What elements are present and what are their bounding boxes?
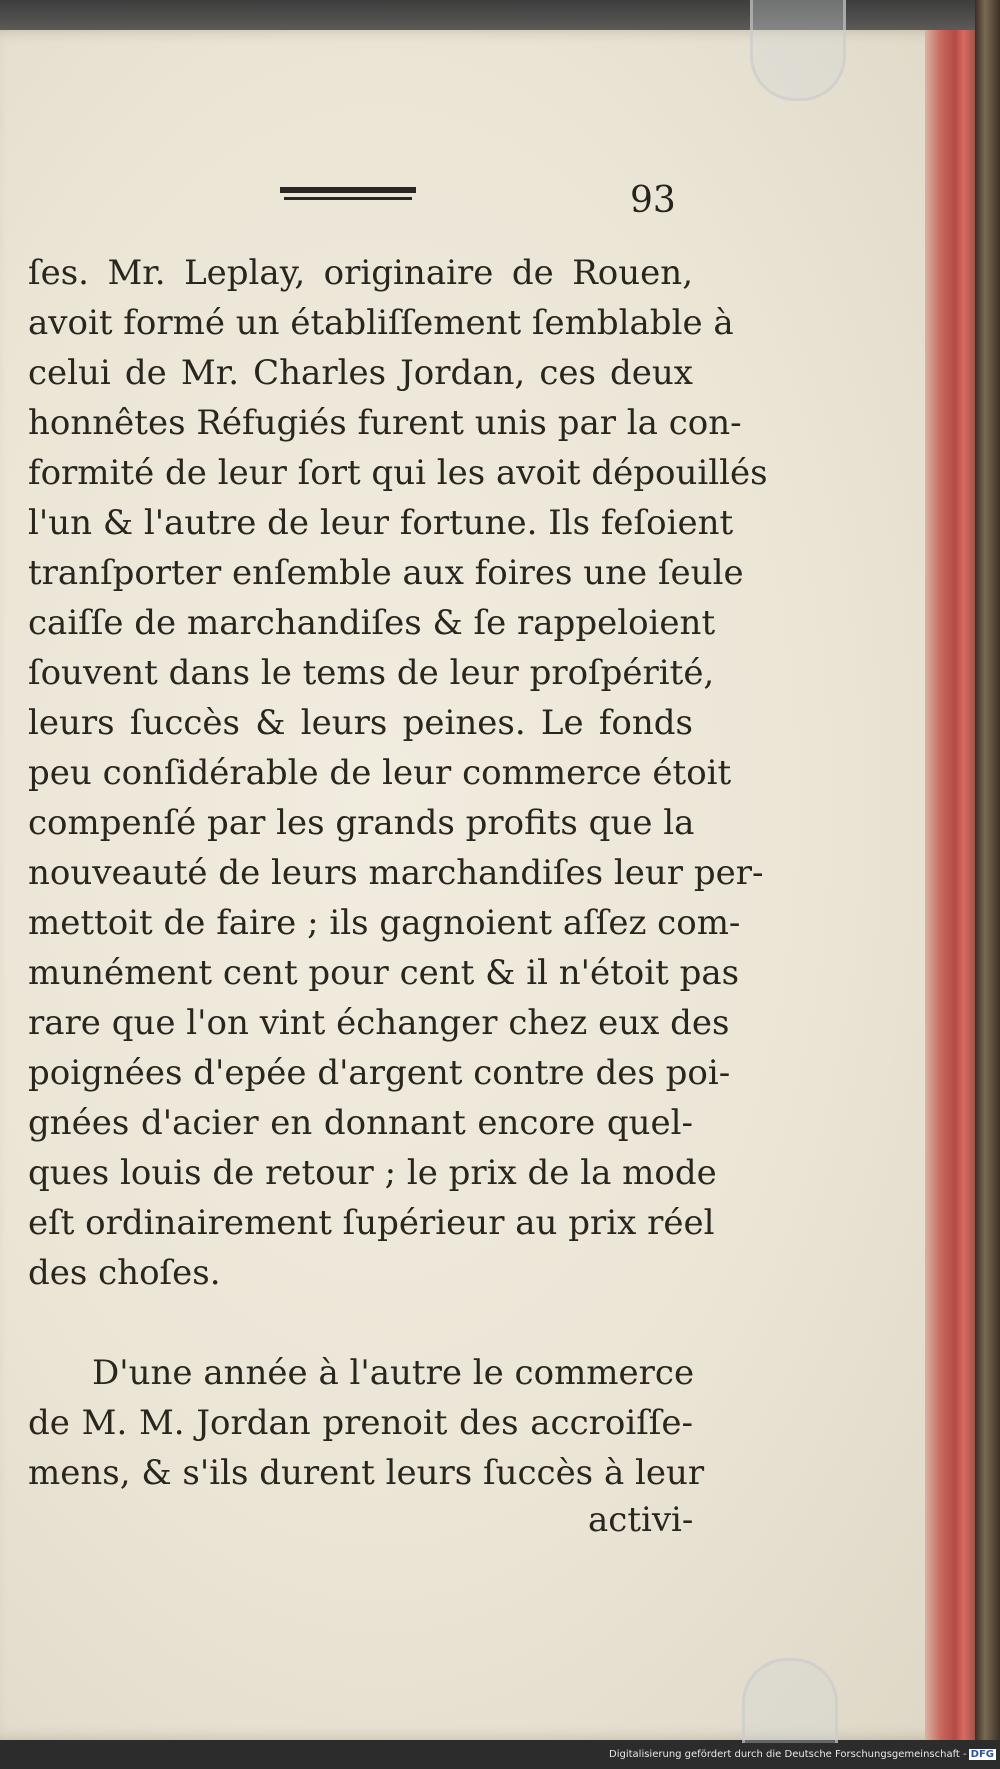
text-line: caiſſe de marchandiſes & ſe rappeloient (28, 603, 716, 643)
text-line: l'un & l'autre de leur fortune. Ils feſoient (28, 503, 734, 543)
text-line: munément cent pour cent & il n'étoit pas (28, 953, 740, 993)
text-line: mettoit de faire ; ils gagnoient aſſez com- (28, 903, 741, 943)
text-line: ſouvent dans le tems de leur proſpérité, (28, 653, 715, 693)
text-line: de M. M. Jordan prenoit des accroiſſe- (28, 1403, 693, 1443)
page-number: 93 (630, 180, 676, 221)
text-line: compenſé par les grands profits que la (28, 803, 695, 843)
text-line: ques louis de retour ; le prix de la mode (28, 1153, 717, 1193)
text-line: formité de leur ſort qui les avoit dépouillés (28, 453, 768, 493)
digitization-credit (609, 1749, 996, 1760)
book-page-edge (925, 30, 980, 1742)
text-line: avoit formé un établiſſement ſemblable à (28, 303, 734, 343)
text-line: tranſporter enſemble aux foires une ſeule (28, 553, 744, 593)
text-line: celui de Mr. Charles Jordan, ces deux (28, 353, 693, 393)
text-line: leurs ſuccès & leurs peines. Le fonds (28, 703, 693, 743)
text-line: des choſes. (28, 1253, 221, 1293)
text-line: honnêtes Réfugiés furent unis par la con- (28, 403, 742, 443)
paragraph-2 (28, 1348, 705, 1498)
paragraph-1 (28, 248, 768, 1298)
page-clip-top (750, 0, 846, 101)
dfg-logo: DFG (970, 1749, 994, 1760)
header-ornament (280, 187, 416, 205)
text-line: mens, & s'ils durent leurs ſuccès à leur (28, 1453, 705, 1493)
text-line: poignées d'epée d'argent contre des poi- (28, 1053, 731, 1093)
text-line: eſt ordinairement ſupérieur au prix réel (28, 1203, 715, 1243)
text-line: nouveauté de leurs marchandiſes leur per- (28, 853, 764, 893)
credit-text: Digitalisierung gefördert durch die Deutsche Forschungsgemeinschaft - (609, 1749, 967, 1760)
text-line: rare que l'on vint échanger chez eux des (28, 1003, 730, 1043)
page-clip-bottom (742, 1658, 838, 1743)
text-line: peu conſidérable de leur commerce étoit (28, 753, 732, 793)
text-line: gnées d'acier en donnant encore quel- (28, 1103, 693, 1143)
book-cover-edge (975, 0, 1000, 1769)
body-text (28, 248, 768, 1498)
text-line: D'une année à l'autre le commerce (92, 1353, 695, 1393)
text-line: ſes. Mr. Leplay, originaire de Rouen, (28, 253, 693, 293)
catchword: activi- (588, 1500, 694, 1540)
